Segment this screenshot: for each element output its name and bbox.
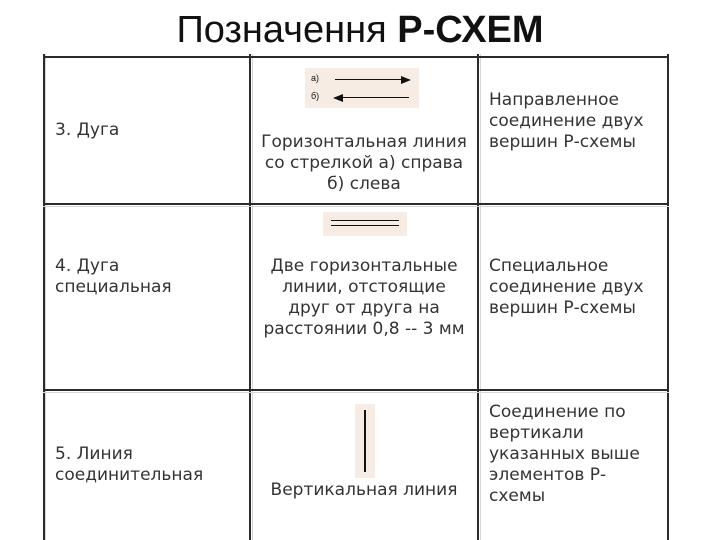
row-3-name: 3. Дуга	[55, 120, 120, 140]
title-normal: Позначення	[176, 9, 387, 51]
row-separator-1-shadow	[43, 206, 669, 207]
special-arc-symbol	[323, 212, 407, 236]
double-line-top	[331, 220, 399, 221]
arc-symbol	[305, 68, 419, 108]
row-4-description: Две горизонтальные линии, отстоящие друг от друга на расстоянии 0,8 -- 3 мм	[263, 256, 465, 339]
row-5-meaning: Соединение по вертикали указанных выше элементов Р-схемы	[489, 402, 640, 506]
arc-label-a: а)	[311, 73, 320, 83]
row-5-description: Вертикальная линия	[270, 480, 458, 500]
connecting-line-symbol	[355, 404, 375, 478]
arc-label-b: б)	[311, 91, 320, 101]
table-border-left-shadow	[45, 54, 46, 540]
row-4-name: 4. Дуга специальная	[55, 256, 172, 297]
table-divider-1-shadow	[252, 54, 253, 540]
row-separator-2-shadow	[43, 392, 669, 393]
table-border-right	[667, 54, 669, 540]
row-separator-1	[43, 203, 669, 205]
row-3-meaning: Направленное соединение двух вершин Р-схемы	[489, 90, 644, 152]
row-4-meaning: Специальное соединение двух вершин Р-схемы	[489, 256, 644, 318]
table-divider-2-shadow	[480, 54, 481, 540]
table-top-line	[43, 56, 669, 58]
double-line-bottom	[331, 225, 399, 226]
notation-table	[37, 54, 677, 540]
title-bold: Р-СХЕМ	[397, 9, 544, 51]
row-separator-2	[43, 389, 669, 391]
table-divider-2	[477, 54, 479, 540]
vertical-line-icon	[364, 410, 366, 472]
page-title	[0, 8, 720, 52]
arrow-right-icon	[335, 79, 409, 80]
row-5-name: 5. Линия соединительная	[55, 444, 204, 485]
arrow-left-icon	[335, 97, 409, 98]
table-divider-1	[249, 54, 251, 540]
row-3-description: Горизонтальная линия со стрелкой а) справа б) слева	[261, 132, 467, 194]
